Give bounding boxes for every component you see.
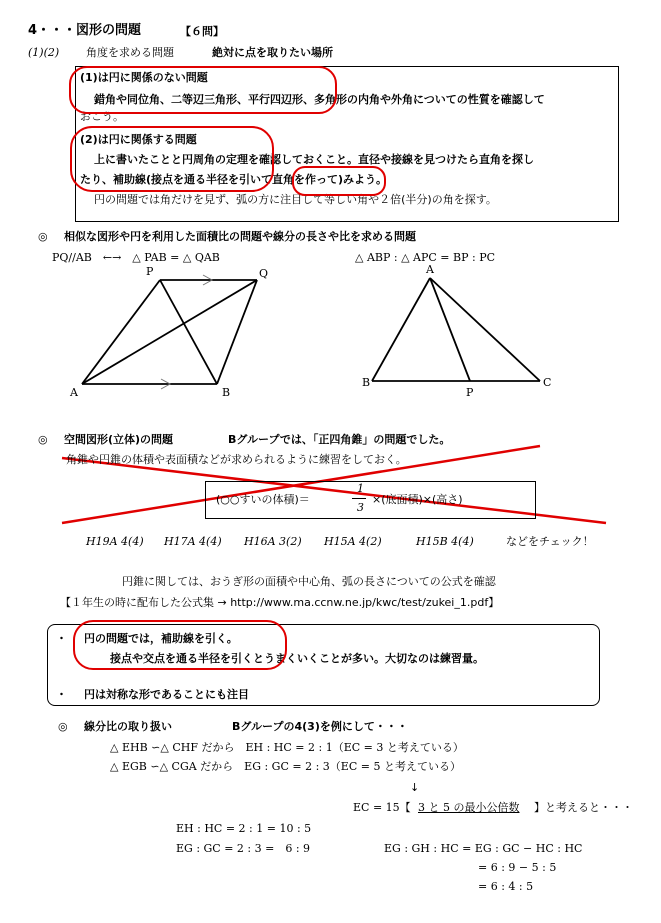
sub-note: 絶対に点を取りたい場所 xyxy=(212,46,333,59)
box1-heading2: (2)は円に関係する問題 xyxy=(80,133,197,146)
label-p: P xyxy=(146,265,154,278)
ratio-line-3a: EC = 15【 xyxy=(353,801,411,814)
similar-heading: 相似な図形や円を利用した面積比の問題や線分の長さや比を求める問題 xyxy=(64,230,416,243)
fraction-numerator: 1 xyxy=(357,482,364,495)
label-a: A xyxy=(70,386,78,399)
space-mark: ◎ xyxy=(38,433,48,446)
down-arrow: ↓ xyxy=(410,781,420,794)
line-ac2 xyxy=(430,278,540,381)
space-note: Bグループでは、「正四角錐」の問題でした。 xyxy=(228,433,451,446)
tip-line-1: 円の問題では，補助線を引く。 xyxy=(84,632,238,645)
formula-left: (○○すいの体積)＝ xyxy=(216,493,310,506)
formula-link[interactable]: 【１年生の時に配布した公式集 → http://www.ma.ccnw.ne.jp/kwc/test/zukei_1.pdf】 xyxy=(60,596,500,609)
ref-2: H17A 4(4) xyxy=(164,535,222,548)
box1-line4: たり、補助線(接点を通る半径を引いて直角を作って)みよう。 xyxy=(80,173,388,186)
tip-bullet-1: ・ xyxy=(56,632,67,645)
sub-number: (1)(2) xyxy=(28,46,60,59)
line-pa xyxy=(82,280,160,384)
line-ab2 xyxy=(372,278,430,381)
tip-line-2: 接点や交点を通る半径を引くとうまくいくことが多い。大切なのは練習量。 xyxy=(110,652,484,665)
ratio-line-8: = 6 : 4 : 5 xyxy=(478,880,534,893)
left-caption: PQ//AB ←→ △ PAB = △ QAB xyxy=(52,251,220,264)
red-circle-4 xyxy=(73,620,287,670)
ratio-line-7: = 6 : 9 − 5 : 5 xyxy=(478,861,557,874)
ratio-line-3b: 3 と 5 の最小公倍数 xyxy=(418,801,520,814)
label-a2: A xyxy=(426,263,434,276)
line-qb xyxy=(217,280,257,384)
box1-heading1: (1)は円に関係のない問題 xyxy=(80,71,208,84)
sub-title: 角度を求める問題 xyxy=(86,46,174,59)
section-title: 4・・・図形の問題 xyxy=(28,23,142,38)
line-ap2 xyxy=(430,278,470,381)
ratio-note: Bグループの4(3)を例にして・・・ xyxy=(232,720,408,733)
space-heading: 空間図形(立体)の問題 xyxy=(64,433,174,446)
ref-3: H16A 3(2) xyxy=(244,535,302,548)
ratio-heading: 線分比の取り扱い xyxy=(84,720,172,733)
ratio-line-2: △ EGB ∽△ CGA だから EG : GC = 2 : 3（EC = 5 と考えている） xyxy=(110,760,461,773)
label-q: Q xyxy=(259,267,269,280)
tip-bullet-2: ・ xyxy=(56,688,67,701)
box1-line3: 上に書いたことと円周角の定理を確認しておくこと。直径や接線を見つけたら直角を探し xyxy=(94,153,534,166)
ref-4: H15A 4(2) xyxy=(324,535,382,548)
fraction-bar xyxy=(352,498,366,499)
tip-line-3: 円は対称な形であることにも注目 xyxy=(84,688,249,701)
right-caption: △ ABP : △ APC = BP : PC xyxy=(355,251,496,264)
question-count: 【６問】 xyxy=(180,25,224,38)
ratio-line-6: EG : GH : HC = EG : GC − HC : HC xyxy=(384,842,583,855)
label-p2: P xyxy=(466,386,474,399)
refs-tail: などをチェック！ xyxy=(506,535,594,548)
ratio-mark: ◎ xyxy=(58,720,68,733)
ratio-line-4: EH : HC = 2 : 1 = 10 : 5 xyxy=(176,822,312,835)
ratio-line-5: EG : GC = 2 : 3 = 6 : 9 xyxy=(176,842,311,855)
box1-line5: 円の問題では角だけを見ず、弧の方に注目して等しい角や２倍(半分)の角を探す。 xyxy=(94,193,497,206)
ratio-line-3c: 】と考えると・・・ xyxy=(534,801,633,814)
fraction-denominator: 3 xyxy=(357,501,364,514)
cone-note: 円錐に関しては、おうぎ形の面積や中心角、弧の長さについての公式を確認 xyxy=(122,575,496,588)
ref-1: H19A 4(4) xyxy=(86,535,144,548)
ref-5: H15B 4(4) xyxy=(416,535,474,548)
ratio-line-1: △ EHB ∽△ CHF だから EH : HC = 2 : 1（EC = 3 と考えている） xyxy=(110,741,464,754)
crossed-text: 角錐や円錐の体積や表面積などが求められるように練習をしておく。 xyxy=(66,453,407,466)
formula-right: ×(底面積)×(高さ) xyxy=(372,493,463,506)
label-c2: C xyxy=(543,376,552,389)
label-b: B xyxy=(222,386,231,399)
label-b2: B xyxy=(362,376,371,389)
box1-line2: おこう。 xyxy=(80,110,124,123)
box1-line1: 錯角や同位角、二等辺三角形、平行四辺形、多角形の内角や外角についての性質を確認して xyxy=(94,93,545,106)
similar-mark: ◎ xyxy=(38,230,48,243)
